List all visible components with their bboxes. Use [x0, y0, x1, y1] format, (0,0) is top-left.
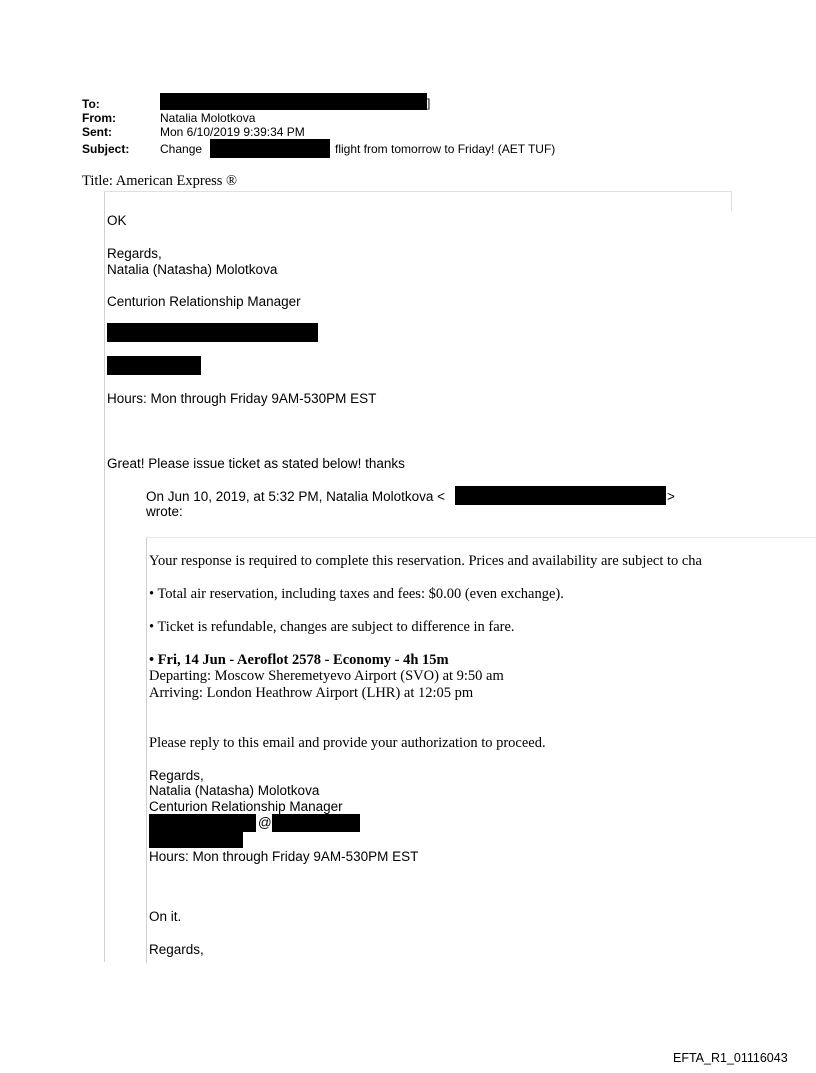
redacted-recipient	[160, 93, 427, 110]
reply-regards: Regards,	[107, 246, 162, 261]
flight-departing: Departing: Moscow Sheremetyevo Airport (SVO) at 9:50 am	[149, 668, 504, 684]
reply-ok: OK	[107, 213, 127, 228]
bullet-total-fare: • Total air reservation, including taxes and fees: $0.00 (even exchange).	[149, 586, 564, 602]
quote-intro-end: >	[667, 489, 675, 504]
subject-label: Subject:	[82, 142, 130, 156]
flight-arriving: Arriving: London Heathrow Airport (LHR) at 12:05 pm	[149, 685, 474, 701]
quote-wrote: wrote:	[146, 504, 183, 519]
on-it-text: On it.	[149, 909, 182, 924]
from-label: From:	[82, 111, 116, 125]
quoted-signature-role: Centurion Relationship Manager	[149, 799, 343, 814]
to-suffix: ]	[427, 96, 431, 110]
redacted-email-domain	[272, 814, 360, 832]
sent-label: Sent:	[82, 125, 112, 139]
subject-prefix: Change	[160, 142, 203, 156]
quote-intro: On Jun 10, 2019, at 5:32 PM, Natalia Molotkova <	[146, 489, 446, 504]
quoted-regards: Regards,	[149, 768, 204, 783]
redacted-signature-line-3	[149, 832, 243, 848]
sent-value: Mon 6/10/2019 9:39:34 PM	[160, 125, 305, 139]
redacted-signature-line-2	[107, 356, 201, 375]
reply-signature-name: Natalia (Natasha) Molotkova	[107, 262, 278, 277]
reply-prompt: Please reply to this email and provide your authorization to proceed.	[149, 735, 546, 751]
quoted-signature-name: Natalia (Natasha) Molotkova	[149, 783, 320, 798]
redacted-email-user	[149, 814, 256, 832]
reply-signature-role: Centurion Relationship Manager	[107, 294, 301, 309]
redacted-email-address	[455, 486, 666, 505]
request-text: Great! Please issue ticket as stated below! thanks	[107, 456, 405, 471]
email-at-sign: @	[258, 815, 272, 830]
redacted-signature-line-1	[107, 323, 318, 342]
flight-heading: • Fri, 14 Jun - Aeroflot 2578 - Economy - 4h 15m	[149, 652, 449, 668]
from-value: Natalia Molotkova	[160, 111, 256, 125]
quoted-hours: Hours: Mon through Friday 9AM-530PM EST	[149, 849, 419, 864]
bullet-refundable: • Ticket is refundable, changes are subject to difference in fare.	[149, 619, 515, 635]
to-label: To:	[82, 97, 100, 111]
document-id: EFTA_R1_01116043	[673, 1051, 788, 1065]
reservation-notice: Your response is required to complete this reservation. Prices and availability are subject to cha	[149, 553, 702, 569]
final-regards: Regards,	[149, 942, 204, 957]
subject-suffix: flight from tomorrow to Friday! (AET TUF)	[335, 142, 556, 156]
reply-hours: Hours: Mon through Friday 9AM-530PM EST	[107, 391, 377, 406]
title-line: Title: American Express ®	[82, 173, 238, 189]
redacted-subject	[210, 139, 330, 158]
